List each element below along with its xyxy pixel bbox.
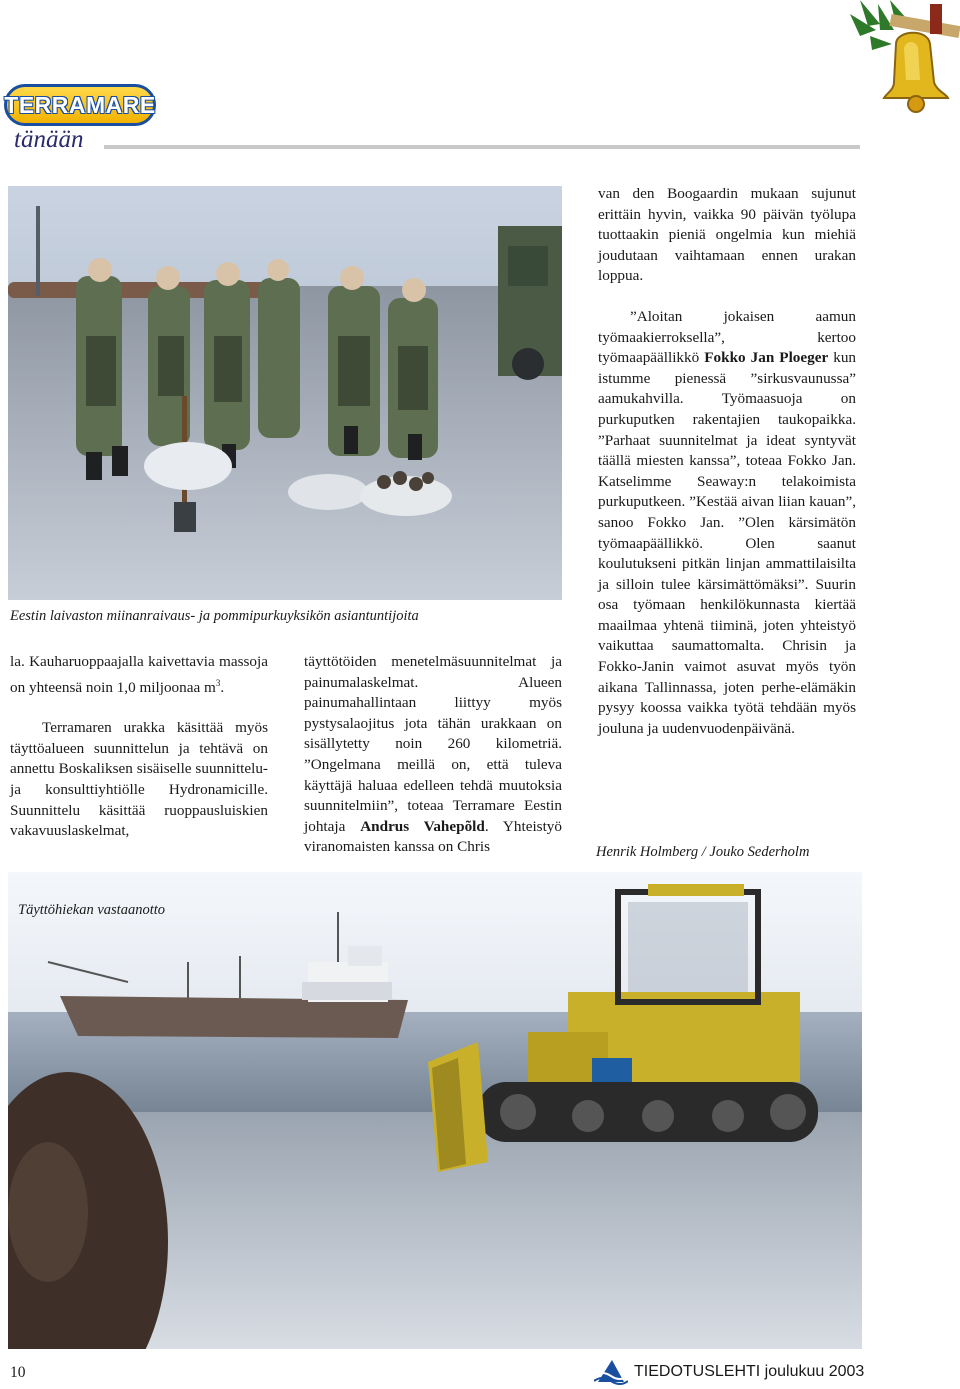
column1-paragraph-2: Terramaren urakka käsittää myös täyttöalueen suunnittelun ja tehtävä on annettu Boskaliksen sisäiselle suunnittelu- ja konsulttiyhtiölle Hydronamicille. Suunnittelu käsittää ruoppausluiskien vakavuuslaskelmat, [10, 719, 268, 840]
terramare-emblem-icon [594, 1356, 628, 1386]
column3-paragraph-1: van den Boogaardin mukaan sujunut erittäin hyvin, vaikka 90 päivän työlupa tuottaakin pieniä ongelmia kun miehiä joudutaan vaihtamaan ennen urakan loppua. [598, 185, 856, 285]
photo2-caption: Täyttöhiekan vastaanotto [18, 902, 165, 918]
publication-title: TIEDOTUSLEHTI joulukuu 2003 [634, 1363, 865, 1380]
section-title: tänään [14, 126, 84, 153]
column-3 [598, 184, 856, 739]
logo-text: TERRAMARE [4, 91, 156, 118]
column3-paragraph-2: ”Aloitan jokaisen aamun työmaakierroksella”, kertoo työmaapäällikkö Fokko Jan Ploeger kun istumme pienessä ”sirkusvaunussa” aamukahvilla. Työmaasuoja on purkuputken rakentajien taukopaikka. ”Parhaat suunnitelmat ja ideat syntyvät täällä miesten kanssa”, toteaa Fokko Jan. Katselimme Seaway:n telakoimista purkuputkeen. ”Kestää aivan liian kauan”, sanoo Fokko Jan. ”Olen kärsimätön työmaapäällikkö. Olen saanut koulutukseni pitkän linjan ammattilaisilta ja silloin tulee kärsimättömäksi”. Suurin osa työmaan henkilökunnasta kiertää maailmaa yhtenä tiiminä, joten yhteistyö vaikuttaa saumattomalta. Chrisin ja Fokko-Janin vaimot asuvat myös työn aikana Tallinnassa, joten perhe-elämäkin pysyy koossa vaikka työtä tehdään myös jouluna ja uudenvuodenpäivänä. [598, 307, 857, 737]
terramare-logo [4, 84, 156, 126]
page-number: 10 [10, 1364, 26, 1381]
photo1-caption: Eestin laivaston miinanraivaus- ja pommipurkuyksikön asiantuntijoita [10, 608, 419, 624]
column2-paragraph: täyttötöiden menetelmäsuunnitelmat ja painumalaskelmat. Alueen painumahallintaan liittyy myös pystysalaojitus jota tähän urakkaan on sisällytetty noin 260 kilometriä. ”Ongelmana meillä on, että tuleva käyttäjä haluaa edelleen tehdä muutoksia suunnitelmiin”, toteaa Terramare Eestin johtaja Andrus Vahepõld. Yhteistyö viranomaisten kanssa on Chris [304, 653, 562, 856]
photo-sand-reception [8, 872, 862, 1349]
person-name: Fokko Jan Ploeger [704, 349, 829, 367]
christmas-bell-icon [850, 0, 960, 118]
header-divider [104, 145, 860, 149]
column1-paragraph-1: la. Kauharuoppaajalla kaivettavia massoja on yhteensä noin 1,0 miljoonaa $m^3$. [10, 653, 268, 696]
column-2 [304, 652, 562, 858]
person-name: Andrus Vahepõld [360, 817, 485, 835]
photo-explosives-experts [8, 186, 562, 600]
byline: Henrik Holmberg / Jouko Sederholm [596, 844, 810, 860]
column-1 [10, 652, 268, 842]
